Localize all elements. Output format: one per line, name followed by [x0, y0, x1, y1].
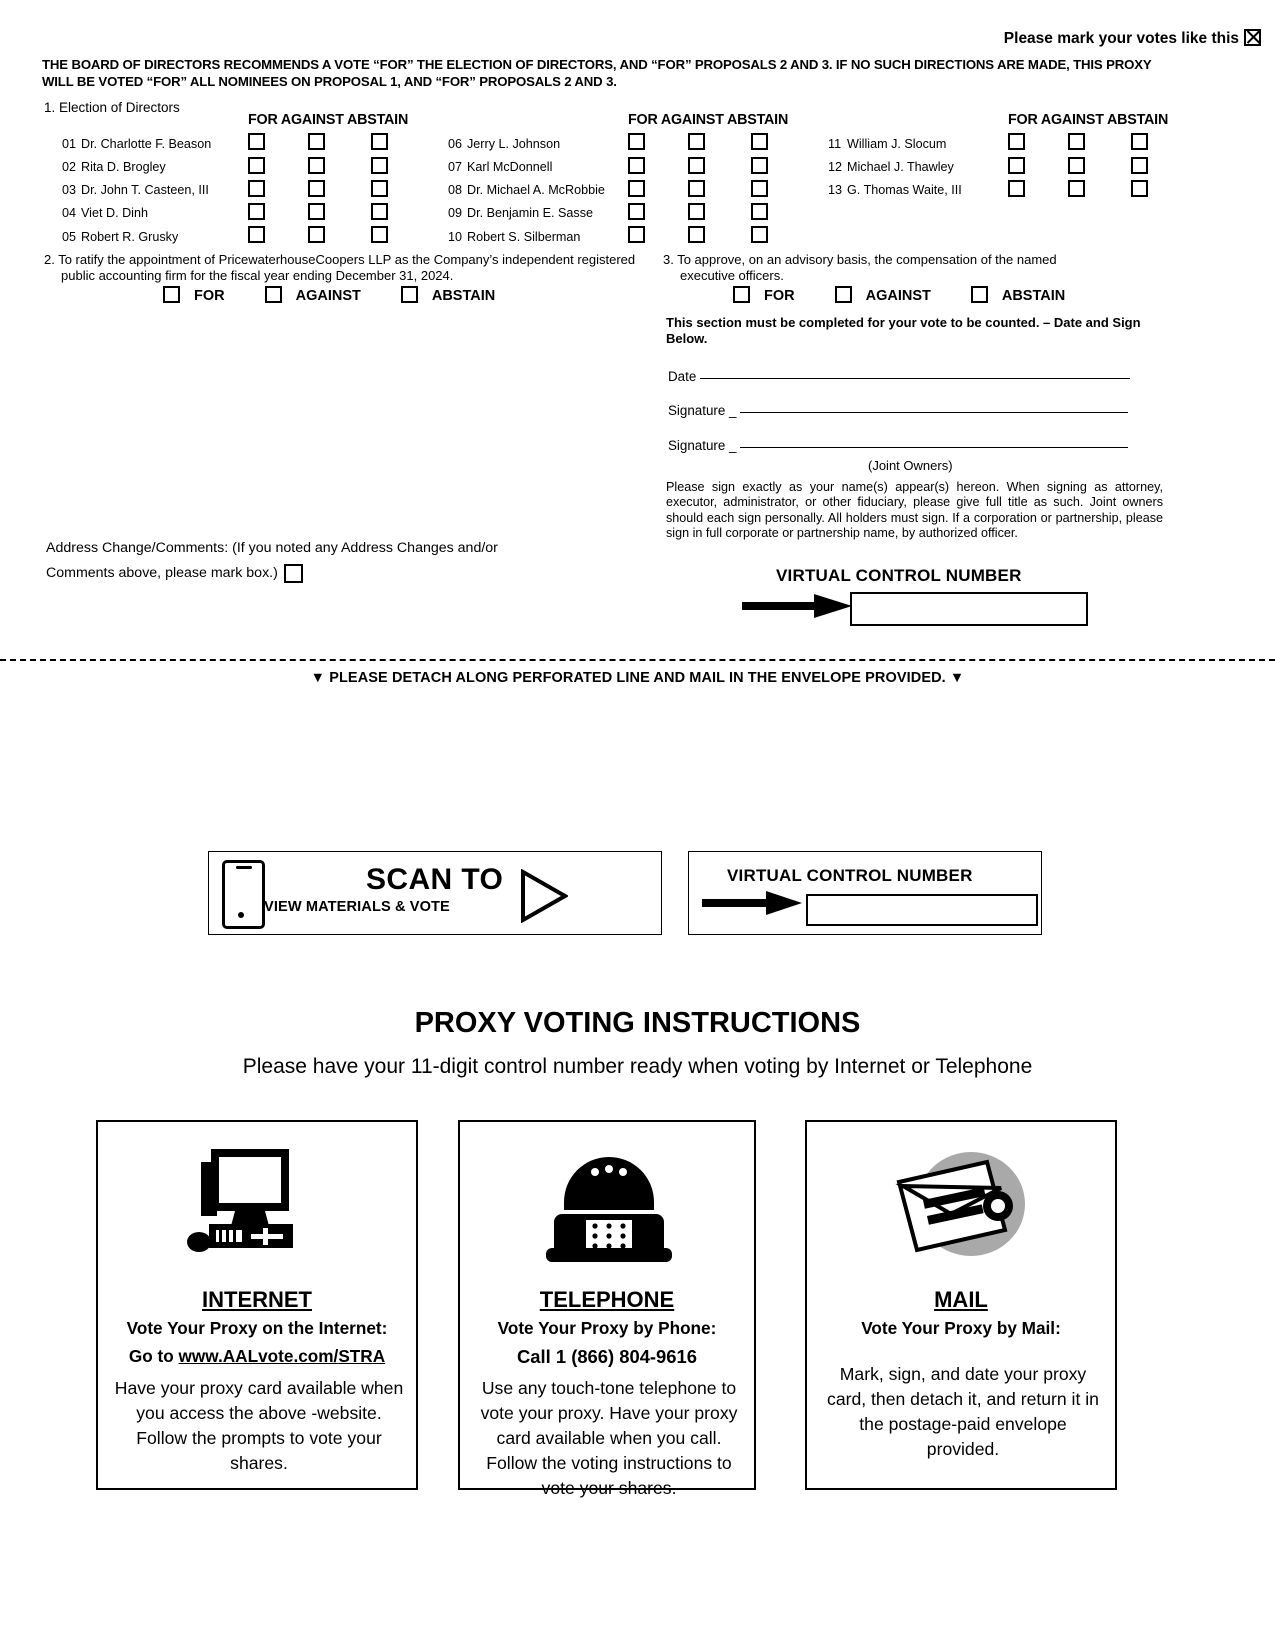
vote-boxes-1-1[interactable] [248, 133, 388, 151]
nominee-number: 06 [448, 137, 463, 151]
nominee-row [448, 137, 560, 151]
address-change-line1: Address Change/Comments: (If you noted any Address Changes and/or [46, 540, 498, 556]
mark-votes-instruction [1004, 30, 1261, 48]
checkbox-against[interactable] [308, 157, 325, 174]
signature-input-line[interactable] [740, 412, 1128, 413]
signature-label: Signature _ [668, 403, 737, 418]
nominee-name: G. Thomas Waite, III [847, 183, 962, 197]
checkbox-against[interactable] [308, 180, 325, 197]
nominee-row [62, 160, 166, 174]
instructions-title: PROXY VOTING INSTRUCTIONS [414, 1007, 861, 1039]
nominee-name: Rita D. Brogley [81, 160, 166, 174]
joint-owners-caption: (Joint Owners) [868, 458, 953, 473]
nominee-name: Dr. Michael A. McRobbie [467, 183, 605, 197]
mail-box-body: Mark, sign, and date your proxy card, then detach it, and return it in the postage-paid envelope provided. [827, 1364, 1099, 1459]
goto-prefix: Go to [128, 1346, 179, 1366]
internet-box-line2: Vote Your Proxy on the Internet: [126, 1318, 388, 1338]
proposal-1-label: 1. Election of Directors [44, 100, 180, 115]
checkbox-against[interactable] [308, 226, 325, 243]
checkbox-for[interactable] [248, 180, 265, 197]
nominee-row [448, 230, 580, 244]
signature-field-row[interactable] [668, 403, 1128, 418]
for-against-abstain-header-1: FOR AGAINST ABSTAIN [248, 112, 409, 128]
label-against: AGAINST [295, 287, 361, 304]
checkbox-against[interactable] [688, 133, 705, 150]
for-against-abstain-header-3: FOR AGAINST ABSTAIN [1008, 112, 1169, 128]
checkbox-against[interactable] [308, 133, 325, 150]
internet-box-title: INTERNET [202, 1287, 312, 1312]
checkbox-against[interactable] [688, 226, 705, 243]
play-triangle-icon [518, 869, 568, 923]
checkbox-for[interactable] [248, 157, 265, 174]
perforation-line [0, 659, 1275, 661]
smartphone-icon [222, 860, 265, 929]
virtual-control-number-title-bottom: VIRTUAL CONTROL NUMBER [727, 866, 973, 885]
address-change-checkbox[interactable] [284, 564, 303, 583]
telephone-icon [538, 1144, 680, 1269]
vote-boxes-2-5[interactable] [628, 226, 768, 244]
checkbox-against[interactable] [688, 203, 705, 220]
label-for: FOR [764, 287, 795, 304]
checkbox-against[interactable] [1068, 133, 1085, 150]
nominee-number: 04 [62, 206, 77, 220]
checkbox-abstain[interactable] [751, 180, 768, 197]
signature-joint-input-line[interactable] [740, 447, 1128, 448]
vote-boxes-1-4[interactable] [248, 203, 388, 221]
nominee-name: Robert S. Silberman [467, 230, 581, 244]
telephone-box-body: Use any touch-tone telephone to vote your proxy. Have your proxy card available when you call. Follow the voting instructions to vote your shares. [480, 1378, 738, 1498]
checkbox-against[interactable] [1068, 180, 1085, 197]
checkbox-against[interactable] [308, 203, 325, 220]
checkbox-abstain[interactable] [371, 157, 388, 174]
proposal-2-vote-row[interactable] [163, 286, 495, 306]
checkbox-for[interactable] [1008, 157, 1025, 174]
nominee-number: 10 [448, 230, 463, 244]
checkbox-for[interactable] [628, 180, 645, 197]
mail-box-line2: Vote Your Proxy by Mail: [861, 1318, 1061, 1338]
checkbox-abstain[interactable] [751, 133, 768, 150]
checkbox-for[interactable] [248, 133, 265, 150]
mark-votes-label: Please mark your votes like this [1003, 30, 1239, 47]
proposal-3-vote-row[interactable] [733, 286, 1065, 306]
checkbox-for[interactable] [628, 226, 645, 243]
checkbox-for[interactable] [628, 157, 645, 174]
checkbox-for[interactable] [628, 203, 645, 220]
nominee-name: William J. Slocum [847, 137, 947, 151]
nominee-row [62, 230, 178, 244]
nominee-name: Robert R. Grusky [81, 230, 179, 244]
nominee-row [448, 206, 593, 220]
right-arrow-icon [742, 592, 852, 620]
checkbox-against[interactable] [1068, 157, 1085, 174]
scan-to-subtitle: VIEW MATERIALS & VOTE [264, 899, 450, 915]
virtual-control-number-input-bottom[interactable] [806, 894, 1038, 926]
nominee-number: 03 [62, 183, 77, 197]
vote-boxes-1-5[interactable] [248, 226, 388, 244]
checkbox-for[interactable] [628, 133, 645, 150]
nominee-number: 01 [62, 137, 77, 151]
label-against: AGAINST [865, 287, 931, 304]
telephone-instruction-box [458, 1120, 756, 1498]
signature-label-joint: Signature _ [668, 438, 737, 453]
checkbox-abstain[interactable] [371, 180, 388, 197]
checkbox-x-icon [1244, 29, 1261, 46]
date-field-row[interactable] [668, 369, 1130, 384]
scan-to-title: SCAN TO [366, 863, 504, 896]
nominee-row [448, 183, 605, 197]
checkbox-for[interactable] [1008, 180, 1025, 197]
label-for: FOR [194, 287, 225, 304]
internet-box-line3[interactable] [98, 1346, 416, 1367]
vote-boxes-1-3[interactable] [248, 180, 388, 198]
checkbox-abstain[interactable] [371, 133, 388, 150]
internet-vote-url[interactable]: www.AALvote.com/STRA [178, 1346, 386, 1366]
nominee-name: Karl McDonnell [467, 160, 553, 174]
detach-instruction: ▼ PLEASE DETACH ALONG PERFORATED LINE AND MAIL IN THE ENVELOPE PROVIDED. ▼ [310, 670, 965, 686]
address-change-line2: Comments above, please mark box.) [46, 565, 278, 581]
computer-icon [183, 1144, 333, 1269]
checkbox-abstain[interactable] [1131, 157, 1148, 174]
nominee-row [448, 160, 552, 174]
instructions-subtitle: Please have your 11-digit control number ready when voting by Internet or Telephone [242, 1055, 1033, 1078]
nominee-row [828, 183, 962, 197]
checkbox-against[interactable] [265, 286, 282, 303]
internet-box-body: Have your proxy card available when you access the above -website. Follow the prompts to vote your shares. [114, 1378, 404, 1473]
mail-box-title: MAIL [934, 1287, 988, 1312]
must-complete-notice: This section must be completed for your vote to be counted. – Date and Sign Below. [666, 315, 1141, 346]
date-input-line[interactable] [700, 378, 1130, 379]
checkbox-abstain[interactable] [971, 286, 988, 303]
nominee-name: Dr. Charlotte F. Beason [81, 137, 212, 151]
vote-boxes-3-1[interactable] [1008, 133, 1148, 151]
virtual-control-number-title: VIRTUAL CONTROL NUMBER [776, 566, 1022, 585]
date-label: Date [668, 369, 697, 384]
nominee-number: 12 [828, 160, 843, 174]
nominee-number: 02 [62, 160, 77, 174]
checkbox-against[interactable] [835, 286, 852, 303]
telephone-box-line2: Vote Your Proxy by Phone: [497, 1318, 717, 1338]
nominee-row [828, 137, 946, 151]
vote-boxes-2-4[interactable] [628, 203, 768, 221]
right-arrow-icon-bottom [702, 890, 802, 916]
nominee-name: Dr. John T. Casteen, III [81, 183, 209, 197]
checkbox-abstain[interactable] [1131, 180, 1148, 197]
checkbox-against[interactable] [688, 157, 705, 174]
nominee-row [62, 206, 148, 220]
label-abstain: ABSTAIN [431, 287, 496, 304]
telephone-box-title: TELEPHONE [539, 1287, 675, 1312]
signature-instructions: Please sign exactly as your name(s) appear(s) hereon. When signing as attorney, executor, administrator, or other fiduciary, please give full title as such. Joint owners should each sign personally. All holders must sign. If a corporation or partnership, please sign in full corporate or partnership name, by authorized officer. [666, 480, 1163, 541]
mail-instruction-box [805, 1120, 1117, 1490]
nominee-row [62, 183, 209, 197]
nominee-number: 13 [828, 183, 843, 197]
checkbox-for[interactable] [733, 286, 750, 303]
checkbox-for[interactable] [163, 286, 180, 303]
nominee-row [828, 160, 954, 174]
nominee-number: 07 [448, 160, 463, 174]
proposal-2-text: 2. To ratify the appointment of PricewaterhouseCoopers LLP as the Company’s independent registered public accounting firm for the fiscal year ending December 31, 2024. [44, 252, 636, 283]
nominee-name: Michael J. Thawley [847, 160, 954, 174]
board-recommendation-text: THE BOARD OF DIRECTORS RECOMMENDS A VOTE “FOR” THE ELECTION OF DIRECTORS, AND “FOR” PROPOSALS 2 AND 3. IF NO SUCH DIRECTIONS ARE MADE, THIS PROXY WILL BE VOTED “FOR” ALL NOMINEES ON PROPOSAL 1, AND “FOR” PROPOSALS 2 AND 3. [42, 57, 1152, 89]
nominee-number: 11 [828, 137, 842, 151]
telephone-box-number[interactable]: Call 1 (866) 804-9616 [517, 1346, 697, 1367]
vote-boxes-2-3[interactable] [628, 180, 768, 198]
internet-instruction-box [96, 1120, 418, 1490]
nominee-name: Dr. Benjamin E. Sasse [467, 206, 593, 220]
checkbox-for[interactable] [248, 226, 265, 243]
checkbox-abstain[interactable] [751, 226, 768, 243]
vote-boxes-2-2[interactable] [628, 157, 768, 175]
for-against-abstain-header-2: FOR AGAINST ABSTAIN [628, 112, 789, 128]
checkbox-abstain[interactable] [371, 226, 388, 243]
checkbox-abstain[interactable] [401, 286, 418, 303]
nominee-number: 08 [448, 183, 463, 197]
checkbox-for[interactable] [248, 203, 265, 220]
nominee-row [62, 137, 211, 151]
checkbox-abstain[interactable] [1131, 133, 1148, 150]
nominee-name: Jerry L. Johnson [467, 137, 561, 151]
nominee-name: Viet D. Dinh [81, 206, 148, 220]
vote-boxes-3-3[interactable] [1008, 180, 1148, 198]
virtual-control-number-input[interactable] [850, 592, 1088, 626]
nominee-number: 09 [448, 206, 463, 220]
checkbox-against[interactable] [688, 180, 705, 197]
checkbox-abstain[interactable] [751, 203, 768, 220]
vote-boxes-1-2[interactable] [248, 157, 388, 175]
checkbox-abstain[interactable] [751, 157, 768, 174]
mail-envelope-icon [889, 1144, 1041, 1269]
label-abstain: ABSTAIN [1001, 287, 1066, 304]
checkbox-for[interactable] [1008, 133, 1025, 150]
signature-joint-field-row[interactable] [668, 438, 1128, 453]
vote-boxes-2-1[interactable] [628, 133, 768, 151]
proposal-3-text: 3. To approve, on an advisory basis, the compensation of the named executive officers. [663, 252, 1057, 283]
address-change-block [46, 536, 606, 586]
smartphone-home-dot [238, 912, 244, 918]
vote-boxes-3-2[interactable] [1008, 157, 1148, 175]
checkbox-abstain[interactable] [371, 203, 388, 220]
nominee-number: 05 [62, 230, 77, 244]
